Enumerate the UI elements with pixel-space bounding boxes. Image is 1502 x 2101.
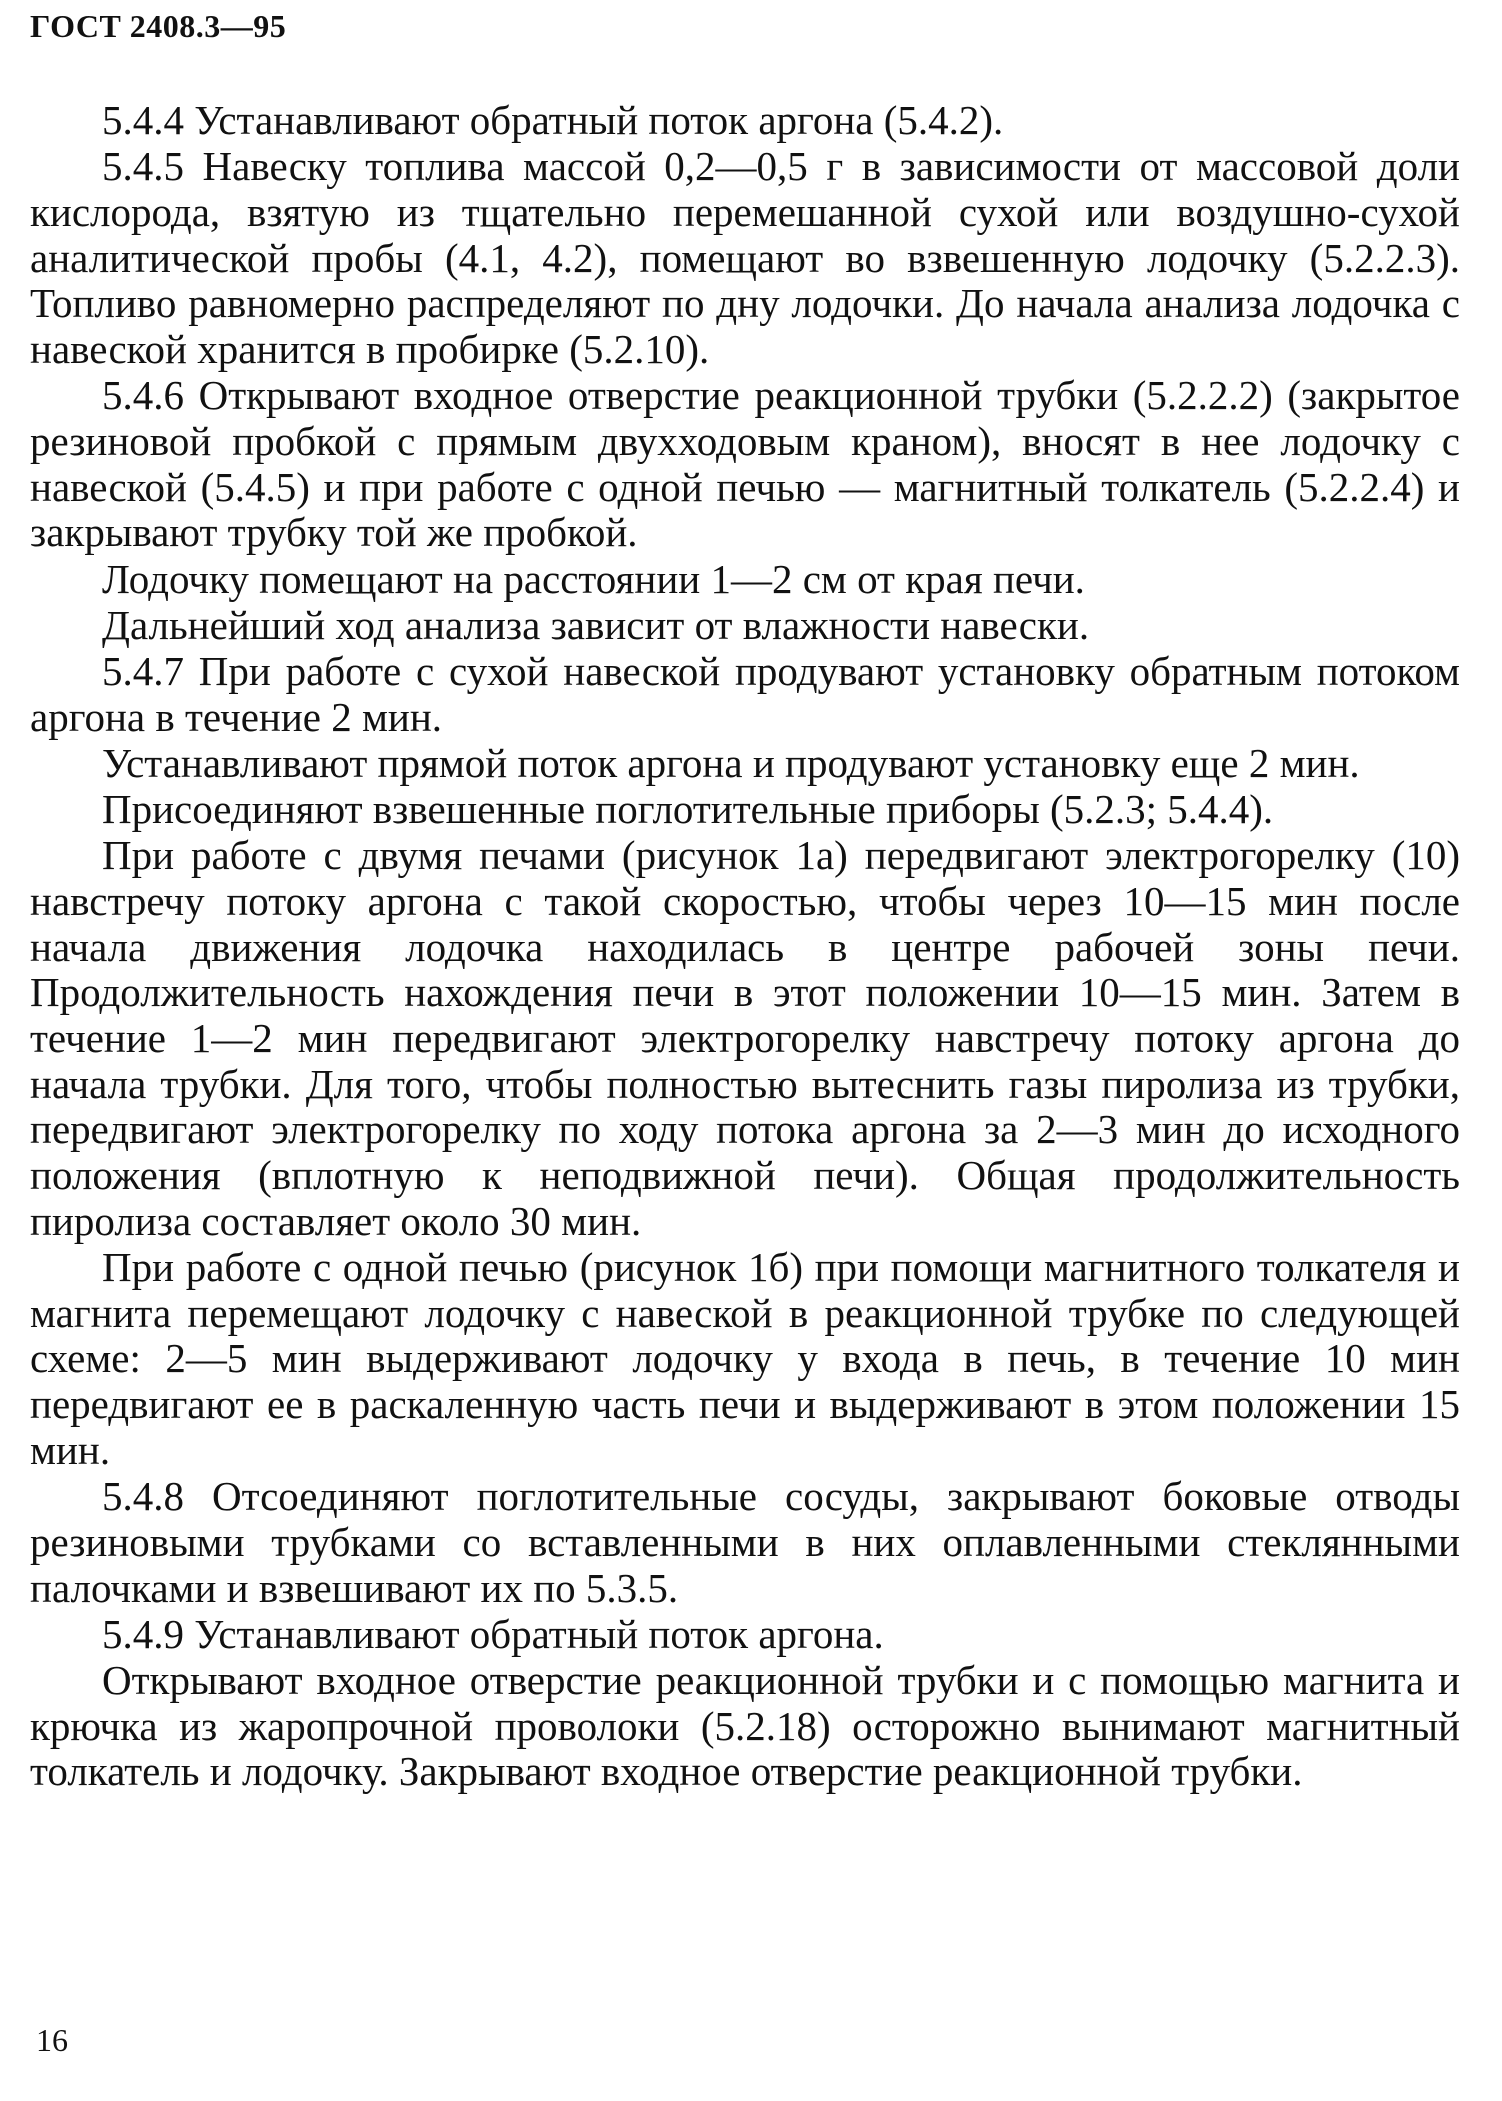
document-body [30, 98, 1460, 1795]
paragraph-5-4-7: 5.4.7 При работе с сухой навеской продувают установку обратным потоком аргона в течение 2 мин. [30, 647, 1460, 740]
paragraph-5-4-6: 5.4.6 Открывают входное отверстие реакционной трубки (5.2.2.2) (закрытое резиновой пробкой с прямым двухходовым краном), вносят в нее лодочку с навеской (5.4.5) и при работе с одной печью — магнитный толкатель (5.2.2.4) и закрывают трубку той же пробкой. [30, 372, 1460, 556]
paragraph-connect-absorbers: Присоединяют взвешенные поглотительные приборы (5.2.3; 5.4.4). [102, 786, 1274, 833]
paragraph-moisture-note: Дальнейший ход анализа зависит от влажности навески. [102, 601, 1090, 648]
paragraph-direct-flow: Устанавливают прямой поток аргона и продувают установку еще 2 мин. [102, 739, 1360, 786]
page-number: 16 [36, 2022, 68, 2058]
paragraph-5-4-5: 5.4.5 Навеску топлива массой 0,2—0,5 г в зависимости от массовой доли кислорода, взятую из тщательно перемешанной сухой или воздушно-сухой аналитической пробы (4.1, 4.2), помещают во взвешенную лодочку (5.2.2.3). Топливо равномерно распределяют по дну лодочки. До начала анализа лодочка с навеской хранится в пробирке (5.2.10). [30, 143, 1460, 373]
paragraph-one-furnace: При работе с одной печью (рисунок 1б) при помощи магнитного толкателя и магнита перемещают лодочку с навеской в реакционной трубке по следующей схеме: 2—5 мин выдерживают лодочку у входа в печь, в течение 10 мин передвигают ее в раскаленную часть печи и выдерживают в этом положении 15 мин. [30, 1244, 1460, 1473]
document-header: ГОСТ 2408.3—95 [30, 8, 287, 44]
paragraph-two-furnaces: При работе с двумя печами (рисунок 1а) передвигают электрогорелку (10) навстречу потоку аргона с такой скоростью, чтобы через 10—15 мин после начала движения лодочка находилась в центре рабочей зоны печи. Продолжительность нахождения печи в этот положении 10—15 мин. Затем в течение 1—2 мин передвигают электрогорелку навстречу потоку аргона до начала трубки. Для того, чтобы полностью вытеснить газы пиролиза из трубки, передвигают электрогорелку по ходу потока аргона за 2—3 мин до исходного положения (вплотную к неподвижной печи). Общая продолжительность пиролиза составляет около 30 мин. [30, 832, 1460, 1244]
paragraph-5-4-9: 5.4.9 Устанавливают обратный поток аргона. [102, 1610, 884, 1657]
paragraph-5-4-8: 5.4.8 Отсоединяют поглотительные сосуды, закрывают боковые отводы резиновыми трубками со вставленными в них оплавленными стеклянными палочками и взвешивают их по 5.3.5. [30, 1473, 1460, 1611]
paragraph-5-4-4: 5.4.4 Устанавливают обратный поток аргона (5.4.2). [102, 97, 1004, 143]
paragraph-boat-position: Лодочку помещают на расстоянии 1—2 см от края печи. [102, 555, 1085, 602]
paragraph-remove-pusher: Открывают входное отверстие реакционной трубки и с помощью магнита и крючка из жаропрочной проволоки (5.2.18) осторожно вынимают магнитный толкатель и лодочку. Закрывают входное отверстие реакционной трубки. [30, 1656, 1460, 1795]
